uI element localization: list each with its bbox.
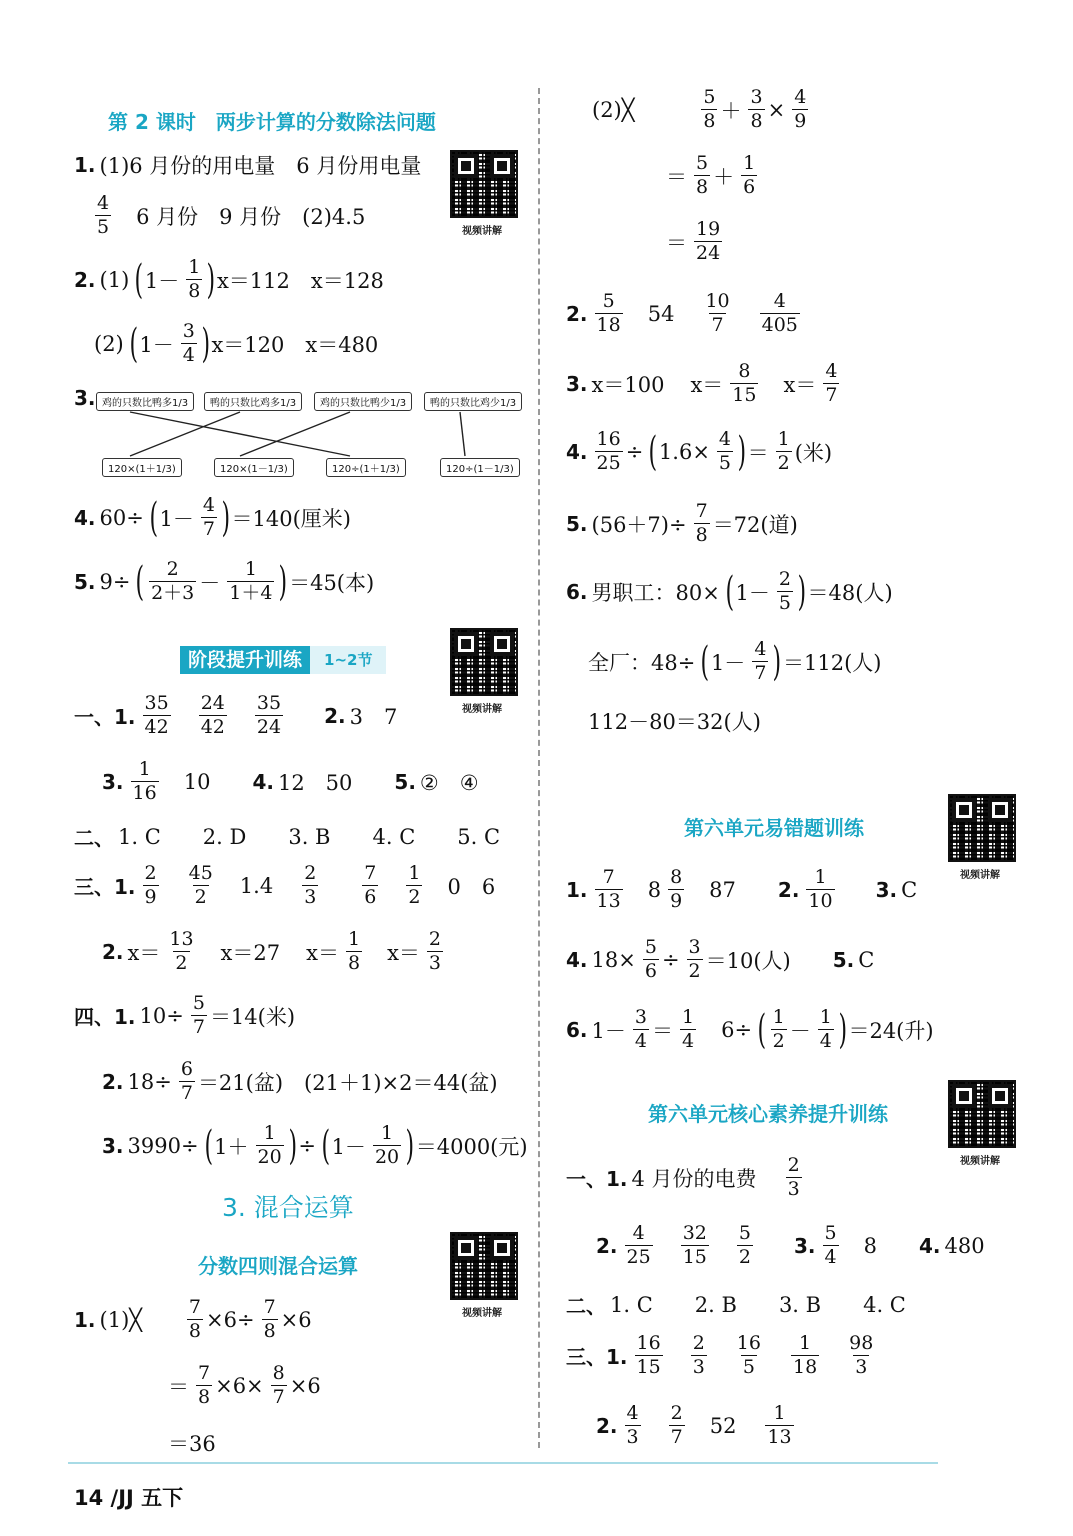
answer-line: ＝ $\frac{7}{8}$ ×6× $\frac{8}{7}$ ×6	[168, 1362, 321, 1408]
answer-line: 6. 男职工：80× ( 1－ 2 5 ) ＝48(人)	[566, 568, 893, 615]
stage-badge	[180, 646, 386, 674]
answer-line: 2. 5 18 54 10 7 4 405	[566, 290, 798, 336]
footer-rule	[68, 1462, 938, 1464]
answer-line: 一、1. 35 42 24 42 35 24 2. 3 7	[74, 692, 398, 738]
lesson-title: 第 2 课时 两步计算的分数除法问题	[108, 110, 436, 134]
match-tag: 120×(1－1/3)	[214, 458, 294, 477]
answer-line: 6. 1－ 3 4 ＝ 1 4 6÷ ( 1 2 － 1 4 ) ＝24(升)	[566, 1006, 934, 1053]
stage-range: 1~2节	[310, 646, 386, 674]
answer-line: 4. 60÷ ( 1－ 4 7 ) ＝140(厘米)	[74, 494, 351, 541]
answer-line: 2. x＝ 13 2 x＝27 x＝ 1 8 x＝ 2 3	[102, 928, 441, 974]
core-section-title: 第六单元核心素养提升训练	[648, 1102, 888, 1126]
match-tag: 鸡的只数比鸭少1/3	[314, 392, 412, 411]
answer-line: 2. 18÷ $\frac{6}{7}$ ＝21(盆) (21＋1)×2＝44(盆)	[102, 1058, 498, 1104]
answer-line: 2. 4 3 2 7 52 1 13	[596, 1402, 792, 1448]
match-tag: 120×(1＋1/3)	[102, 458, 182, 477]
answer-line: (2)╳ 5 8 ＋ $\frac{3}{8}$ × $\frac{4}{9}$	[592, 86, 807, 132]
answer-line: 二、 1. C 2. D 3. B 4. C 5. C	[74, 824, 501, 850]
page-footer: 14 /JJ 五下	[74, 1486, 184, 1510]
answer-line: ＝36	[168, 1432, 216, 1456]
answer-line: 一、1. 4 月份的电费 2 3	[566, 1154, 800, 1200]
answer-line: 3. 1 16 10 4. 12 50 5. ② ④	[102, 758, 479, 804]
answer-line: 3. 3990÷ ( 1＋ 1 20 ) ÷ ( 1－ 1 20 ) ＝4000(元)	[102, 1122, 528, 1169]
answer-line: 2. (1) ( 1－ 1 8 ) x＝112 x＝128	[74, 256, 384, 303]
qr-label: 视频讲解	[462, 226, 502, 237]
answer-line: 4. 18× $\frac{5}{6}$ ÷ $\frac{3}{2}$ ＝10(人) 5. C	[566, 936, 875, 982]
match-tag: 鸡的只数比鸭多1/3	[96, 392, 194, 411]
answer-line: 5. 9÷ ( 2 2＋3 － 1 1＋4 ) ＝45(本)	[74, 558, 375, 605]
answer-line: 5. (56＋7)÷ $\frac{7}{8}$ ＝72(道)	[566, 500, 798, 546]
answer-line: 三、1. 2 9 45 2 1.4 2 3 7 6 1 2 0 6	[74, 862, 496, 908]
answer-line: 1. (1)6 月份的用电量 6 月份用电量	[74, 153, 422, 178]
answer-line: 二、 1. C 2. B 3. B 4. C	[566, 1292, 906, 1318]
match-tag: 鸭的只数比鸡少1/3	[424, 392, 522, 411]
answer-line: 三、1. 16 15 2 3 16 5 1 18 98 3	[566, 1332, 874, 1378]
answer-line: 3. x＝100 x＝ 8 15 x＝ 4 7	[566, 360, 838, 406]
answer-line: (2) ( 1－ 3 4 ) x＝120 x＝480	[94, 320, 379, 367]
answer-line: 4. $\frac{16}{25}$ ÷ ( 1.6× $\frac{4}{5}$ ) ＝ 1 2 (米)	[566, 428, 833, 475]
answer-line: 全厂：48÷ ( 1－ 4 7 ) ＝112(人)	[588, 638, 882, 685]
qr-code[interactable]	[450, 150, 518, 218]
match-lines	[90, 408, 520, 460]
answer-line: 4 5 6 月份 9 月份 (2)4.5	[97, 192, 366, 238]
answer-line: ＝ 19 24	[666, 218, 721, 264]
answer-line: 1. 7 13 8 8 9 87 2. 1 10 3. C	[566, 866, 918, 912]
qr-code[interactable]	[948, 1080, 1016, 1148]
qr-code[interactable]	[450, 628, 518, 696]
answer-line: ＝ 5 8 ＋ 1 6	[666, 152, 756, 198]
error-section-title: 第六单元易错题训练	[684, 816, 864, 840]
stage-title: 阶段提升训练	[180, 646, 310, 674]
qr-code[interactable]	[450, 1232, 518, 1300]
sub-title: 分数四则混合运算	[198, 1254, 358, 1278]
qr-label: 视频讲解	[462, 704, 502, 715]
section-title: 3. 混合运算	[222, 1193, 354, 1222]
answer-line: 3.	[74, 386, 96, 410]
qr-label: 视频讲解	[960, 1156, 1000, 1167]
qr-label: 视频讲解	[960, 870, 1000, 881]
answer-line: 1. (1)╳ $\frac{7}{8}$ ×6÷ $\frac{7}{8}$ ×6	[74, 1296, 312, 1342]
qr-code[interactable]	[948, 794, 1016, 862]
answer-line: 2. 4 25 32 15 5 2 3. 5 4 8 4. 480	[596, 1222, 985, 1268]
match-tag: 120÷(1－1/3)	[440, 458, 520, 477]
answer-line: 112－80＝32(人)	[588, 710, 761, 734]
match-tag: 鸭的只数比鸡多1/3	[204, 392, 302, 411]
qr-label: 视频讲解	[462, 1308, 502, 1319]
match-tag: 120÷(1＋1/3)	[326, 458, 406, 477]
column-divider	[538, 88, 540, 1448]
answer-line: 四、1. 10÷ $\frac{5}{7}$ ＝14(米)	[74, 992, 296, 1038]
